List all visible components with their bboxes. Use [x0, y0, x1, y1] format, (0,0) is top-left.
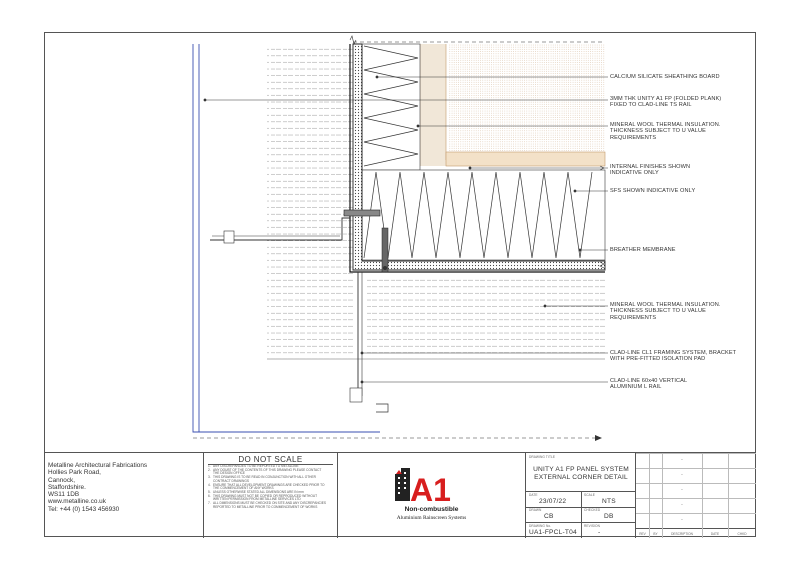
callout-internal-finishes: INTERNAL FINISHES SHOWN INDICATIVE ONLY	[610, 164, 691, 177]
address-line: Hollies Park Road,	[48, 469, 101, 477]
date-label: DATE	[529, 493, 538, 497]
dns-note: 3. THIS DRAWING IS TO BE READ IN CONJUNCTION WITH ALL OTHER CONTRACT DRAWINGS	[208, 475, 316, 483]
dns-note: 1. ANY DISCREPANCIES TO BE REPORTED TO METALLINE	[208, 464, 299, 468]
dns-note: 7. ALL DIMENSIONS MUST BE CHECKED ON SITE AND ANY DISCREPANCIES REPORTED TO METALLINE PRIOR TO COMMENCEMENT OF WORKS	[208, 501, 327, 509]
address-line: www.metalline.co.uk	[48, 498, 106, 506]
scale-label: SCALE	[584, 493, 595, 497]
dns-note: 6. THIS DRAWING MUST NOT BE COPIED OR REPRODUCED WITHOUT WRITTEN PERMISSION FROM METALLINE SERVICES LTD	[208, 493, 318, 502]
company-address	[48, 462, 147, 513]
revision-label: REVISION	[584, 524, 601, 528]
checked-value: DB	[604, 513, 614, 520]
drawing-number: UA1-FPCL-T04	[529, 529, 577, 536]
revision-cell: -	[681, 487, 683, 493]
do-not-scale-panel	[204, 453, 338, 538]
revision-cell: -	[681, 502, 683, 508]
scale-value: NTS	[602, 498, 616, 505]
revision-cell: -	[681, 457, 683, 463]
logo-mark: A1	[410, 472, 451, 508]
do-not-scale-title: DO NOT SCALE	[238, 455, 303, 464]
callout-unity-a1-fp-plank: 3MM THK UNITY A1 FP (FOLDED PLANK) FIXED TO CLAD-LINE TS RAIL	[610, 96, 722, 109]
dns-note: 2. ANY DOUBT OF THE CONTENTS OF THIS DRAWING PLEASE CONTACT THE DESIGN OFFICE	[208, 467, 322, 476]
revision-header: REV	[639, 532, 646, 536]
drawn-label: DRAWN	[529, 508, 542, 512]
revision-value: -	[598, 529, 601, 536]
address-line: Metalline Architectural Fabrications	[48, 462, 148, 469]
address-line: Cannock,	[48, 476, 75, 484]
revision-header: CHKD	[737, 532, 747, 536]
address-line: Staffordshire.	[48, 483, 86, 491]
dns-note: 5. UNLESS OTHERWISE STATED ALL DIMENSIONS ARE IN mm	[208, 489, 304, 494]
callout-mineral-wool-insulation-lower: MINERAL WOOL THERMAL INSULATION. THICKNESS SUBJECT TO U VALUE REQUIREMENTS	[610, 302, 721, 321]
drawing-title: UNITY A1 FP PANEL SYSTEM EXTERNAL CORNER DETAIL	[533, 466, 629, 481]
date-value: 23/07/22	[539, 498, 567, 505]
revision-header: BY	[653, 532, 658, 536]
revision-table	[636, 453, 756, 538]
title-block	[44, 452, 756, 537]
logo-subtitle: Aluminium Rainscreen Systems	[396, 515, 467, 521]
callout-mineral-wool-insulation-upper: MINERAL WOOL THERMAL INSULATION. THICKNESS SUBJECT TO U VALUE REQUIREMENTS	[610, 122, 721, 141]
do-not-scale-notes	[208, 465, 328, 509]
drawn-value: CB	[544, 513, 554, 520]
address-line: WS11 1DB	[48, 491, 80, 499]
revision-cell: -	[681, 472, 683, 478]
drawing-title-label: DRAWING TITLE	[529, 455, 556, 459]
revision-header: DESCRIPTION	[671, 532, 693, 536]
logo-tagline: Non-combustible	[404, 506, 459, 513]
company-address-panel	[44, 453, 204, 538]
checked-label: CHECKED	[584, 508, 601, 512]
callout-calcium-silicate-board: CALCIUM SILICATE SHEATHING BOARD	[610, 74, 720, 80]
revision-cell: -	[681, 517, 683, 523]
callout-breather-membrane: BREATHER MEMBRANE	[610, 247, 676, 253]
drawing-number-label: DRAWING No.	[529, 524, 552, 528]
a1-logo	[338, 453, 526, 508]
drawing-info-panel	[526, 453, 636, 538]
callout-sfs-indicative: SFS SHOWN INDICATIVE ONLY	[610, 188, 696, 194]
callout-clad-line-cl1-bracket: CLAD-LINE CL1 FRAMING SYSTEM, BRACKET WITH PRE-FITTED ISOLATION PAD	[610, 350, 737, 363]
address-line: Tel: +44 (0) 1543 456930	[48, 505, 120, 513]
dns-note: 4. ENSURE THAT ALL DEVELOPMENT DRAWINGS ARE CHECKED PRIOR TO THE COMMENCEMENT OF ANY WORKS	[208, 482, 325, 491]
callout-vertical-l-rail: CLAD-LINE 60x40 VERTICAL ALUMINIUM L RAIL	[610, 378, 688, 391]
logo-panel	[338, 453, 526, 538]
revision-header: DATE	[710, 532, 720, 536]
